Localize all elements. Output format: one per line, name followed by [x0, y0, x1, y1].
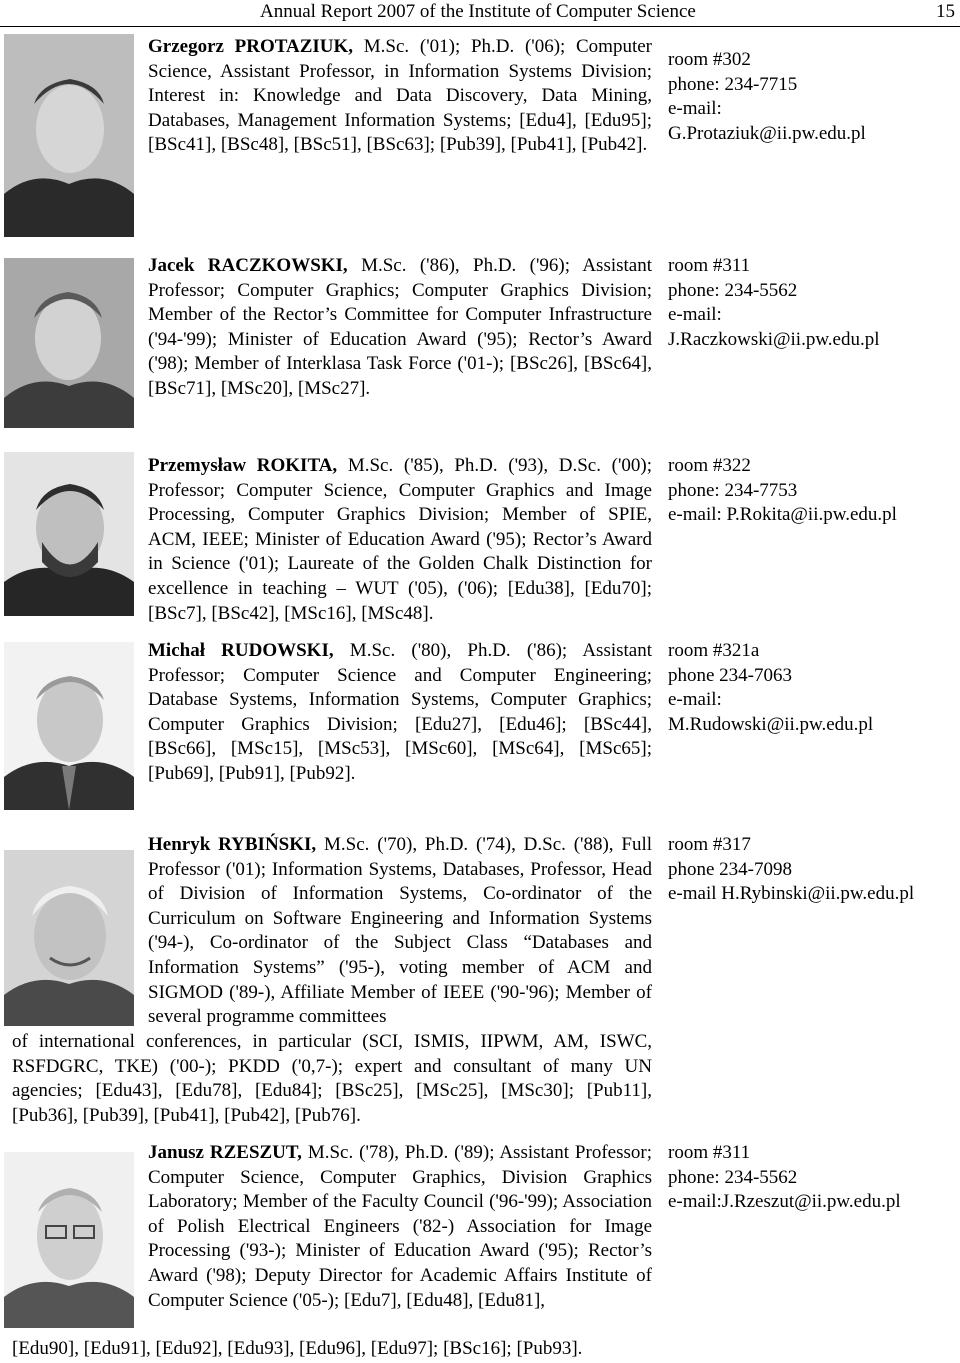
- person-name: Jacek RACZKOWSKI,: [148, 255, 348, 276]
- email-address[interactable]: e-mail: P.Rokita@ii.pw.edu.pl: [668, 504, 897, 526]
- bio-text: Grzegorz PROTAZIUK, M.Sc. ('01); Ph.D. ('06); Computer Science, Assistant Professor, in Information Systems Division; Interest in: Knowledge and Data Discovery, Data Mining, Databases, Management Information Systems; [Edu4], [Edu95]; [BSc41], [BSc48], [BSc51], [BSc63]; [Pub39], [Pub41], [Pub42].: [148, 36, 653, 156]
- report-title: Annual Report 2007 of the Institute of Computer Science: [260, 1, 696, 22]
- contact-block: [668, 48, 960, 146]
- phone-number: phone: 234-7753: [668, 479, 798, 501]
- contact-block: [668, 639, 960, 737]
- room-number: room #322: [668, 455, 751, 476]
- email-label: e-mail:: [668, 304, 722, 326]
- room-number: room #321a: [668, 640, 760, 661]
- phone-number: phone: 234-5562: [668, 279, 798, 301]
- person-name: Henryk RYBIŃSKI,: [148, 834, 317, 855]
- email-address[interactable]: M.Rudowski@ii.pw.edu.pl: [668, 713, 874, 735]
- phone-number: phone 234-7098: [668, 858, 793, 880]
- portrait-photo: [4, 1152, 134, 1328]
- bio-text: Jacek RACZKOWSKI, M.Sc. ('86), Ph.D. ('96); Assistant Professor; Computer Graphics; Computer Graphics Division; Member of the Rector’s Committee for Computer Infrastructure ('94-'99); Minister of Education Award ('95); Rector’s Award ('98); Member of Interklasa Task Force ('01-); [BSc26], [BSc64], [BSc71], [MSc20], [MSc27].: [148, 255, 653, 399]
- bio-text: Janusz RZESZUT, M.Sc. ('78), Ph.D. ('89); Assistant Professor; Computer Science, Computer Graphics, Division Graphics Laboratory; Member of the Faculty Council ('96-'99); Association of Polish Electrical Engineers ('82-) Association for Image Processing ('93-); Minister of Education Award ('95); Rector’s Award ('98); Deputy Director for Academic Affairs Institute of Computer Science ('05-); [Edu7], [Edu48], [Edu81],: [148, 1142, 652, 1311]
- contact-block: [668, 254, 960, 352]
- room-number: room #302: [668, 49, 751, 70]
- portrait-photo: [4, 34, 134, 237]
- email-address[interactable]: G.Protaziuk@ii.pw.edu.pl: [668, 122, 866, 144]
- email-address[interactable]: e-mail:J.Rzeszut@ii.pw.edu.pl: [668, 1191, 901, 1213]
- bio-continuation: [Edu90], [Edu91], [Edu92], [Edu93], [Edu96], [Edu97]; [BSc16]; [Pub93].: [12, 1338, 583, 1359]
- person-name: Janusz RZESZUT,: [148, 1142, 302, 1163]
- contact-block: [668, 1141, 960, 1215]
- room-number: room #311: [668, 255, 751, 276]
- bio-text: Przemysław ROKITA, M.Sc. ('85), Ph.D. ('93), D.Sc. ('00); Professor; Computer Science, Computer Graphics and Image Processing, Computer Graphics Division; Member of SPIE, ACM, IEEE; Minister of Education Award ('95); Rector’s Award in Science ('01); Laureate of the Golden Chalk Distinction for excellence in teaching – WUT ('05), ('06); [Edu38], [Edu70]; [BSc7], [BSc42], [MSc16], [MSc48].: [148, 455, 652, 624]
- room-number: room #311: [668, 1142, 751, 1163]
- person-name: Grzegorz PROTAZIUK,: [148, 36, 354, 57]
- email-label: e-mail:: [668, 98, 722, 120]
- contact-block: [668, 833, 960, 907]
- phone-number: phone: 234-5562: [668, 1166, 798, 1188]
- page-header: [0, 0, 960, 27]
- bio-continuation: of international conferences, in particular (SCI, ISMIS, IIPWM, AM, ISWC, RSFDGRC, TKE) ('00-); PKDD ('0,7-); expert and consultant of many UN agencies; [Edu43], [Edu78], [Edu84]; [BSc25], [MSc25], [MSc30]; [Pub11], [Pub36], [Pub39], [Pub41], [Pub42], [Pub76].: [12, 1031, 652, 1126]
- portrait-photo: [4, 850, 134, 1026]
- email-label: e-mail:: [668, 689, 722, 711]
- bio-text: Henryk RYBIŃSKI, M.Sc. ('70), Ph.D. ('74), D.Sc. ('88), Full Professor ('01); Information Systems, Databases, Professor, Head of Division of Information Systems, Co-ordinator of the Curriculum on Software Engineering and Information Systems ('94-), Co-ordinator of the Subject Class “Databases and Information Systems” ('95-), voting member of ACM and SIGMOD ('89-), Affiliate Member of IEEE ('90-'96); Member of several programme committees: [148, 834, 653, 1028]
- phone-number: phone: 234-7715: [668, 73, 798, 95]
- email-address[interactable]: J.Raczkowski@ii.pw.edu.pl: [668, 328, 880, 350]
- portrait-photo: [4, 452, 134, 616]
- phone-number: phone 234-7063: [668, 664, 793, 686]
- person-name: Michał RUDOWSKI,: [148, 640, 334, 661]
- contact-block: [668, 454, 960, 528]
- person-name: Przemysław ROKITA,: [148, 455, 338, 476]
- room-number: room #317: [668, 834, 751, 855]
- portrait-photo: [4, 642, 134, 810]
- bio-text: Michał RUDOWSKI, M.Sc. ('80), Ph.D. ('86); Assistant Professor; Computer Science and Computer Engineering; Database Systems, Information Systems, Computer Graphics; Computer Graphics Division; [Edu27], [Edu46]; [BSc44], [BSc66], [MSc15], [MSc53], [MSc60], [MSc64], [MSc65]; [Pub69], [Pub91], [Pub92].: [148, 640, 652, 784]
- page-number: 15: [936, 1, 955, 22]
- portrait-photo: [4, 258, 134, 428]
- email-address[interactable]: e-mail H.Rybinski@ii.pw.edu.pl: [668, 883, 915, 905]
